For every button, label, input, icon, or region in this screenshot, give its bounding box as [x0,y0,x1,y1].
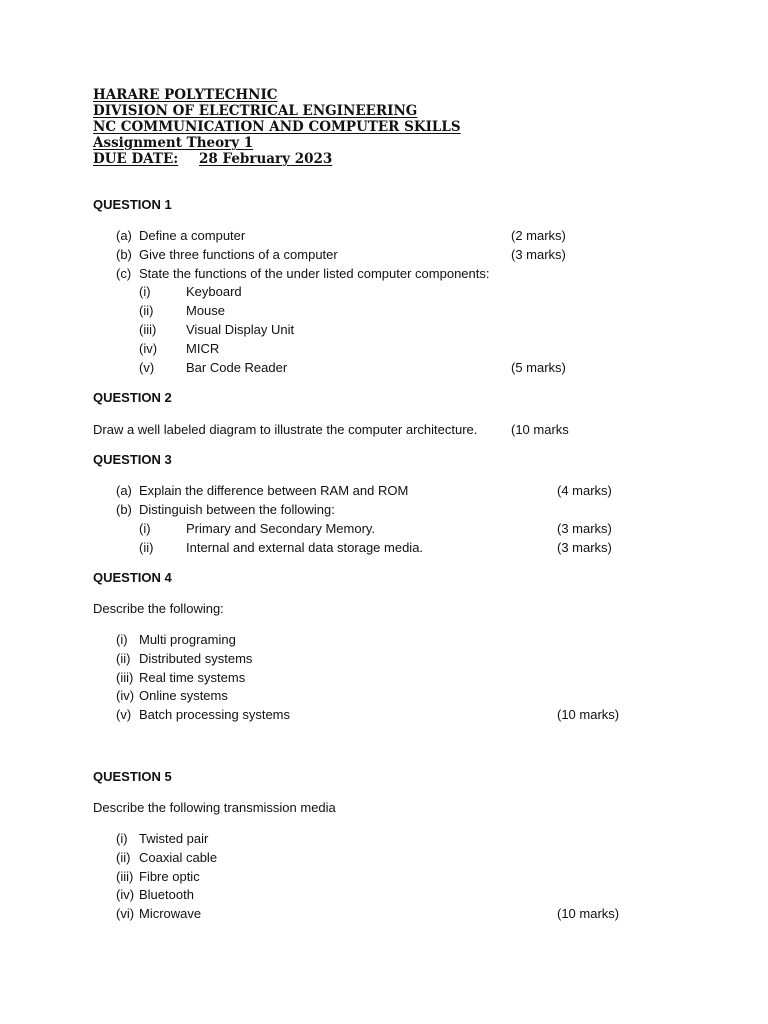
question-2-title: QUESTION 2 [93,390,172,405]
q3-b-label: (b) [116,502,132,517]
q1-a-label: (a) [116,228,132,243]
q1-c-marks: (5 marks) [511,360,566,375]
q1-sub-label: (iv) [139,341,158,356]
q4-item-label: (iv) [116,688,135,703]
due-date-value: 28 February 2023 [199,151,333,167]
q1-sub-text: Bar Code Reader [186,360,288,375]
q5-item-text: Bluetooth [139,887,194,902]
q5-item-text: Microwave [139,906,202,921]
q1-sub-label: (ii) [139,303,154,318]
q5-item-label: (iii) [116,869,134,884]
q1-b-text: Give three functions of a computer [139,247,338,262]
q1-sub-text: Keyboard [186,284,242,299]
q5-item-label: (vi) [116,906,135,921]
q1-b-label: (b) [116,247,132,262]
q4-item-text: Online systems [139,688,228,703]
q1-sub-label: (i) [139,284,151,299]
q5-item-text: Twisted pair [139,831,209,846]
q5-item-text: Coaxial cable [139,850,218,865]
q4-item-text: Real time systems [139,670,246,685]
q4-item-label: (ii) [116,651,131,666]
question-4-title: QUESTION 4 [93,570,172,585]
q2-text: Draw a well labeled diagram to illustrate the computer architecture. [93,422,478,437]
q1-sub-label: (iii) [139,322,157,337]
question-1-title: QUESTION 1 [93,197,172,212]
division-name: DIVISION OF ELECTRICAL ENGINEERING [93,103,418,119]
question-3-title: QUESTION 3 [93,452,172,467]
q3-a-text: Explain the difference between RAM and ROM [139,483,409,498]
q1-sub-text: Visual Display Unit [186,322,295,337]
q4-item-text: Batch processing systems [139,707,291,722]
q4-marks: (10 marks) [557,707,620,722]
q4-item-text: Multi programing [139,632,236,647]
q1-b-marks: (3 marks) [511,247,566,262]
q3-sub-label: (i) [139,521,151,536]
q1-c-label: (c) [116,266,132,281]
q3-b-text: Distinguish between the following: [139,502,335,517]
institution-name: HARARE POLYTECHNIC [93,87,278,103]
q3-sub-text: Primary and Secondary Memory. [186,521,376,536]
q5-intro: Describe the following transmission media [93,800,336,815]
assignment-title: Assignment Theory 1 [93,135,254,151]
q1-a-marks: (2 marks) [511,228,566,243]
q1-sub-text: MICR [186,341,220,356]
q1-a-text: Define a computer [139,228,246,243]
q3-sub-marks: (3 marks) [557,540,612,555]
q3-sub-label: (ii) [139,540,154,555]
q3-sub-text: Internal and external data storage media. [186,540,424,555]
q4-item-label: (i) [116,632,128,647]
q2-marks: (10 marks [511,422,569,437]
q4-intro: Describe the following: [93,601,224,616]
q5-item-label: (iv) [116,887,135,902]
q5-marks: (10 marks) [557,906,620,921]
q3-a-label: (a) [116,483,132,498]
q4-item-label: (iii) [116,670,134,685]
q3-sub-marks: (3 marks) [557,521,612,536]
course-name: NC COMMUNICATION AND COMPUTER SKILLS [93,119,461,135]
q3-a-marks: (4 marks) [557,483,612,498]
q5-item-text: Fibre optic [139,869,200,884]
due-date-label: DUE DATE: [93,151,179,167]
q1-c-text: State the functions of the under listed computer components: [139,266,490,281]
q5-item-label: (ii) [116,850,131,865]
question-5-title: QUESTION 5 [93,769,172,784]
q4-item-text: Distributed systems [139,651,253,666]
q4-item-label: (v) [116,707,132,722]
q1-sub-label: (v) [139,360,155,375]
q5-item-label: (i) [116,831,128,846]
q1-sub-text: Mouse [186,303,226,318]
